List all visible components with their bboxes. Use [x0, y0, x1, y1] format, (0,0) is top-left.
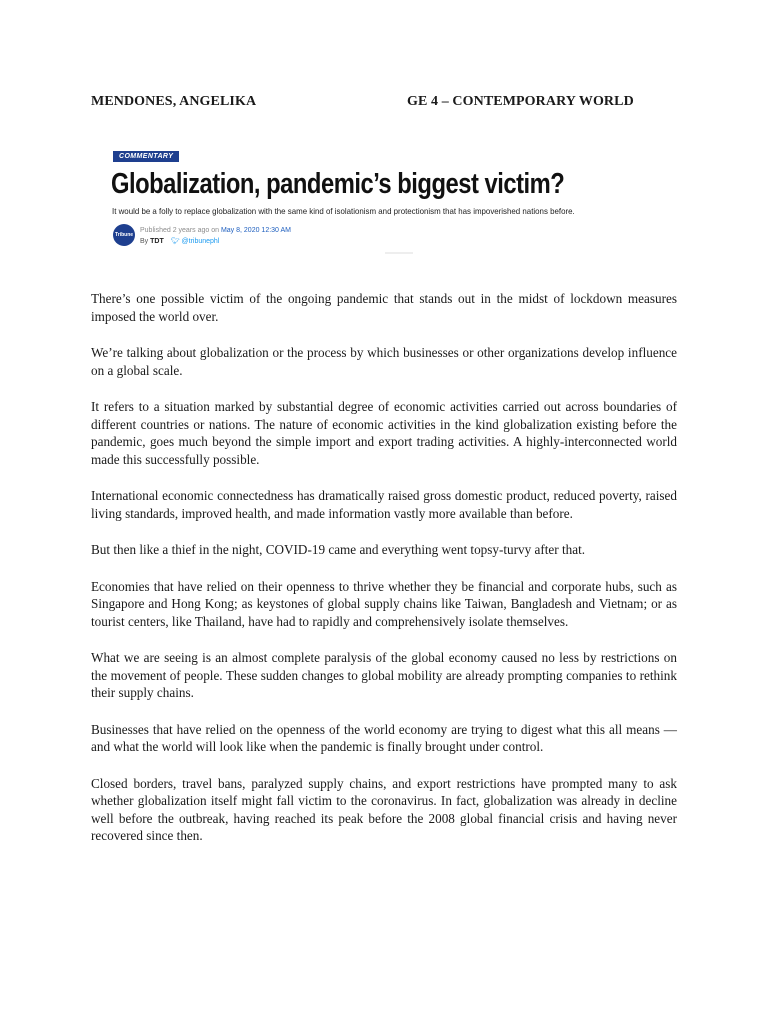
- clipping-divider: [385, 252, 413, 254]
- by-label: By: [140, 238, 149, 245]
- article-headline: Globalization, pandemic’s biggest victim?: [111, 168, 565, 200]
- essay-body: [91, 290, 677, 864]
- course-title: GE 4 – CONTEMPORARY WORLD: [407, 94, 634, 109]
- commentary-badge: COMMENTARY: [113, 151, 179, 162]
- paragraph: Businesses that have relied on the openness of the world economy are trying to digest what this all means — and what the world will look like when the pandemic is finally brought under control.: [91, 721, 677, 754]
- paragraph: There’s one possible victim of the ongoing pandemic that stands out in the midst of lockdown measures imposed the world over.: [91, 291, 677, 324]
- paragraph: International economic connectedness has dramatically raised gross domestic product, reduced poverty, raised living standards, improved health, and made information vastly more available than before.: [91, 488, 677, 521]
- author-name: MENDONES, ANGELIKA: [91, 94, 257, 109]
- tribune-logo-icon: Tribune: [113, 224, 135, 246]
- paragraph: What we are seeing is an almost complete paralysis of the global economy caused no less by restrictions on the movement of people. These sudden changes to global mobility are already prompting companies to rethink their supply chains.: [91, 650, 677, 700]
- paragraph: We’re talking about globalization or the process by which businesses or other organizations develop influence on a global scale.: [91, 345, 677, 378]
- article-subhead: It would be a folly to replace globalization with the same kind of isolationism and protectionism that has impoverished nations before.: [112, 206, 575, 216]
- author-line: [140, 237, 219, 245]
- paragraph: Closed borders, travel bans, paralyzed supply chains, and export restrictions have prompted many to ask whether globalization itself might fall victim to the coronavirus. In fact, globalization was already in decline well before the outbreak, having reached its peak before the 2008 global financial crisis and having never recovered since then.: [91, 775, 677, 843]
- publish-line: [140, 227, 291, 234]
- paragraph: But then like a thief in the night, COVID-19 came and everything went topsy-turvy after that.: [91, 542, 586, 557]
- published-date: May 8, 2020 12:30 AM: [220, 227, 291, 234]
- paragraph: It refers to a situation marked by substantial degree of economic activities carried out across boundaries of different countries or nations. The nature of economic activities in the kind globalization existing before the pandemic, goes much beyond the simple import and export trading activities. A highly-interconnected world made this successfully possible.: [91, 399, 677, 467]
- twitter-handle: @tribunephl: [181, 238, 220, 245]
- published-prefix: Published 2 years ago on: [140, 227, 219, 234]
- twitter-bird-icon: 🐦︎: [170, 238, 180, 245]
- article-author: TDT: [150, 238, 164, 245]
- paragraph: Economies that have relied on their openness to thrive whether they be financial and corporate hubs, such as Singapore and Hong Kong; as keystones of global supply chains like Taiwan, Bangladesh and Vietnam; or as tourist centers, like Thailand, have had to rapidly and comprehensively isolate themselves.: [91, 578, 677, 629]
- article-clipping-image: [105, 148, 683, 256]
